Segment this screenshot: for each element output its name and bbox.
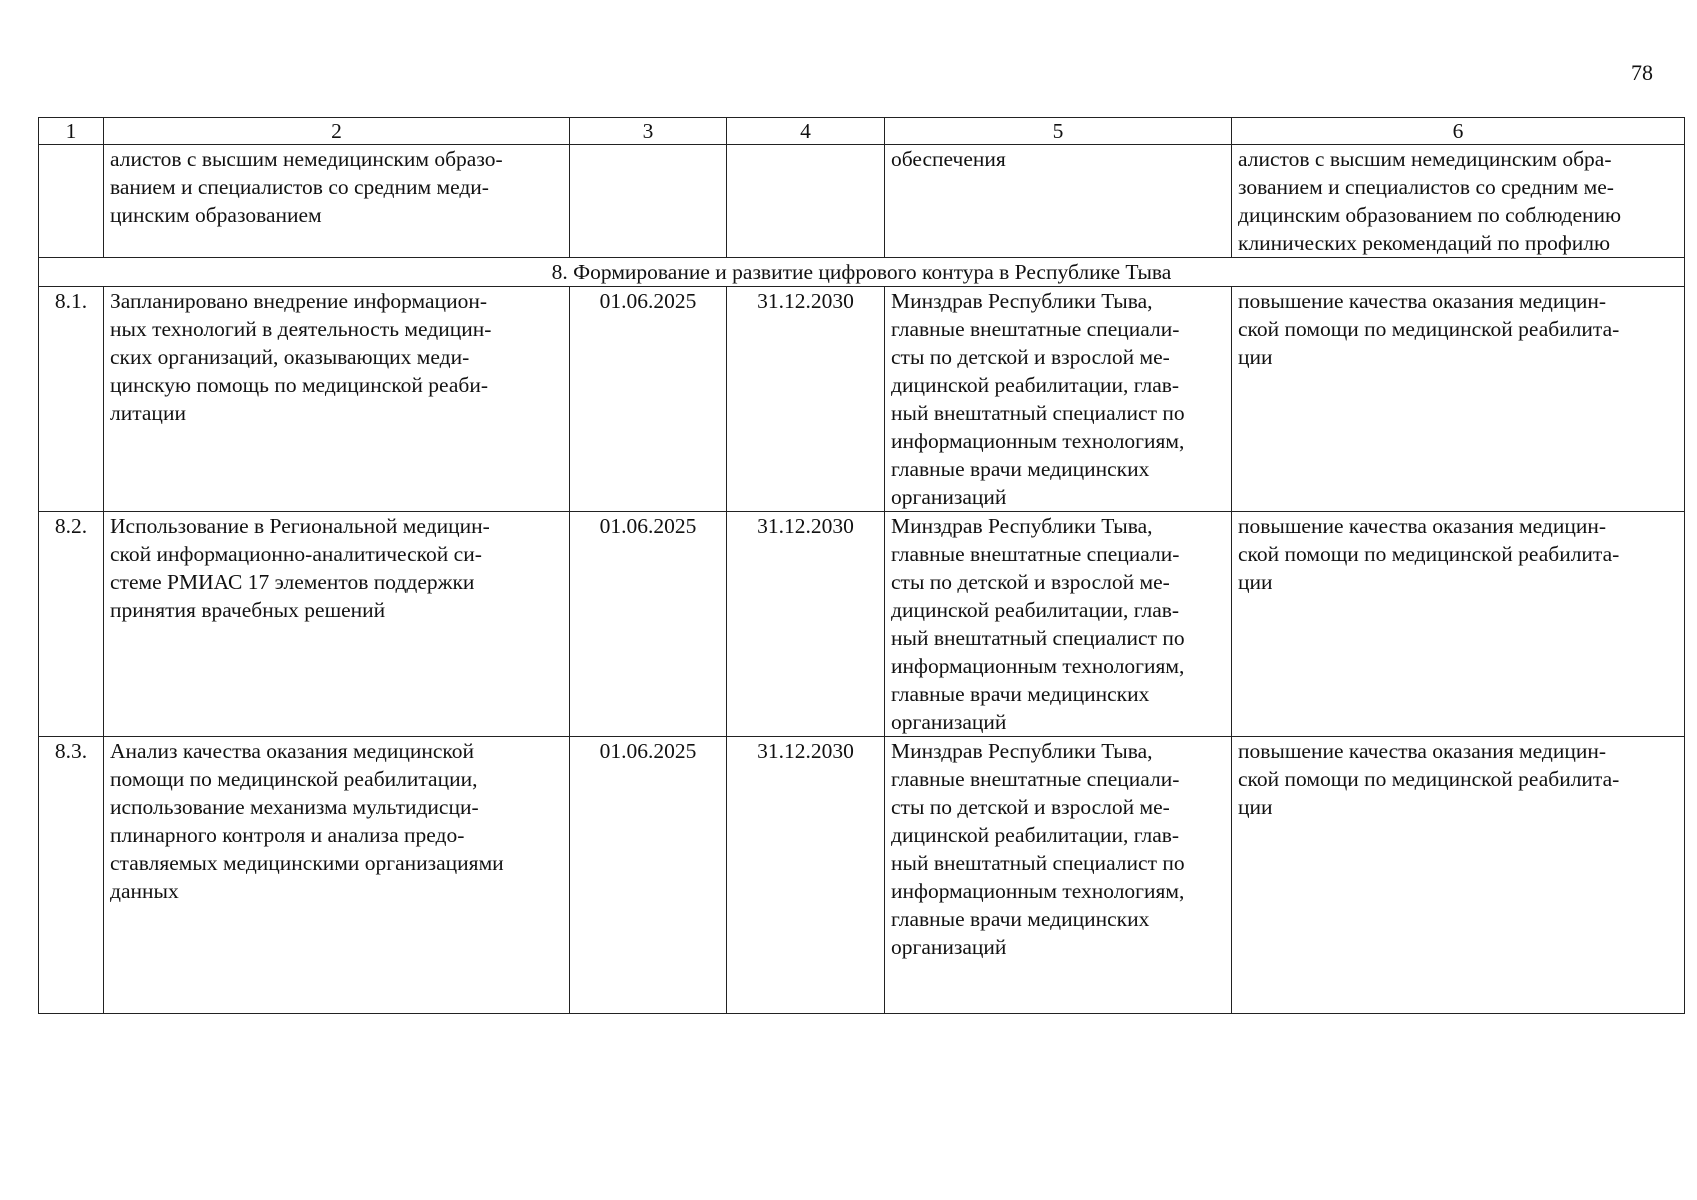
cell-number: 8.3. xyxy=(39,737,104,1014)
cell-responsible: Минздрав Республики Тыва, главные внештатные специали- сты по детской и взрослой ме- дицинской реабилитации, глав- ный внештатный специалист по информационным технологиям, главные врачи медицинских организаций xyxy=(885,737,1232,1014)
cell-start-date: 01.06.2025 xyxy=(570,287,727,512)
table-row xyxy=(39,512,1685,737)
column-number-row xyxy=(39,118,1685,145)
cell-activity: Анализ качества оказания медицинской помощи по медицинской реабилитации, использование механизма мультидисци- плинарного контроля и анализа предо- ставляемых медицинскими организациями данных xyxy=(104,737,570,1014)
page-number: 78 xyxy=(1631,60,1653,85)
cell-result: повышение качества оказания медицин- ской помощи по медицинской реабилита- ции xyxy=(1232,737,1685,1014)
column-number: 5 xyxy=(885,118,1232,145)
cell-number: 8.1. xyxy=(39,287,104,512)
cell-result: повышение качества оказания медицин- ской помощи по медицинской реабилита- ции xyxy=(1232,287,1685,512)
cell-responsible: обеспечения xyxy=(885,145,1232,258)
cell-number xyxy=(39,145,104,258)
column-number: 1 xyxy=(39,118,104,145)
cell-end-date: 31.12.2030 xyxy=(727,737,885,1014)
cell-activity: Использование в Региональной медицин- ской информационно-аналитической си- стеме РМИАС 17 элементов поддержки принятия врачебных решений xyxy=(104,512,570,737)
column-number: 2 xyxy=(104,118,570,145)
cell-end-date xyxy=(727,145,885,258)
cell-start-date: 01.06.2025 xyxy=(570,737,727,1014)
cell-activity: алистов с высшим немедицинским образо- ванием и специалистов со средним меди- цинским образованием xyxy=(104,145,570,258)
cell-start-date xyxy=(570,145,727,258)
cell-end-date: 31.12.2030 xyxy=(727,512,885,737)
cell-start-date: 01.06.2025 xyxy=(570,512,727,737)
cell-result: алистов с высшим немедицинским обра- зованием и специалистов со средним ме- дицинским образованием по соблюдению клинических рекомендаций по профилю xyxy=(1232,145,1685,258)
plan-table xyxy=(38,117,1685,1014)
section-title: 8. Формирование и развитие цифрового контура в Республике Тыва xyxy=(39,258,1685,287)
column-number: 6 xyxy=(1232,118,1685,145)
table-row xyxy=(39,737,1685,1014)
column-number: 3 xyxy=(570,118,727,145)
table-row xyxy=(39,287,1685,512)
section-row xyxy=(39,258,1685,287)
cell-responsible: Минздрав Республики Тыва, главные внештатные специали- сты по детской и взрослой ме- дицинской реабилитации, глав- ный внештатный специалист по информационным технологиям, главные врачи медицинских организаций xyxy=(885,512,1232,737)
cell-end-date: 31.12.2030 xyxy=(727,287,885,512)
column-number: 4 xyxy=(727,118,885,145)
continuation-row xyxy=(39,145,1685,258)
cell-responsible: Минздрав Республики Тыва, главные внештатные специали- сты по детской и взрослой ме- дицинской реабилитации, глав- ный внештатный специалист по информационным технологиям, главные врачи медицинских организаций xyxy=(885,287,1232,512)
cell-result: повышение качества оказания медицин- ской помощи по медицинской реабилита- ции xyxy=(1232,512,1685,737)
cell-activity: Запланировано внедрение информацион- ных технологий в деятельность медицин- ских организаций, оказывающих меди- цинскую помощь по медицинской реаби- литации xyxy=(104,287,570,512)
cell-number: 8.2. xyxy=(39,512,104,737)
